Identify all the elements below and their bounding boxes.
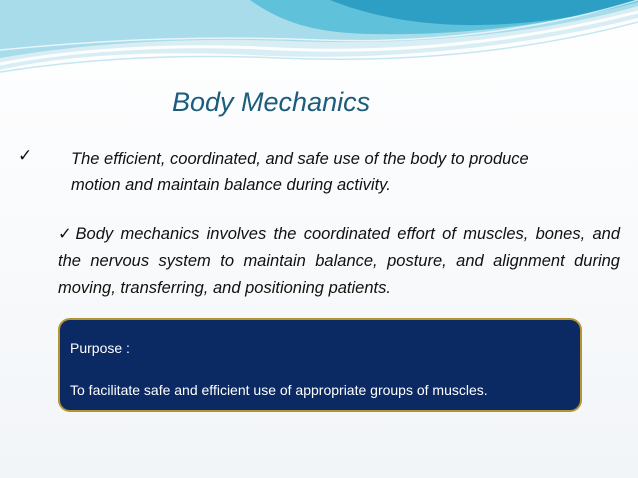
checkmark-icon: ✓ <box>58 225 75 243</box>
purpose-label: Purpose : <box>70 340 130 356</box>
bullet-item-involvement <box>58 221 620 302</box>
bullet-text-involvement: Body mechanics involves the coordinated effort of muscles, bones, and the nervous system to maintain balance, posture, and alignment during moving, transferring, and positioning patients. <box>58 225 620 297</box>
purpose-text: To facilitate safe and efficient use of appropriate groups of muscles. <box>70 382 488 398</box>
slide-title: Body Mechanics <box>172 87 371 117</box>
wave-header-decoration <box>0 0 638 80</box>
bullet-text-definition: The efficient, coordinated, and safe use of the body to produce motion and maintain balance during activity. <box>71 150 529 194</box>
purpose-box <box>58 318 582 412</box>
checkmark-icon: ✓ <box>18 146 33 165</box>
